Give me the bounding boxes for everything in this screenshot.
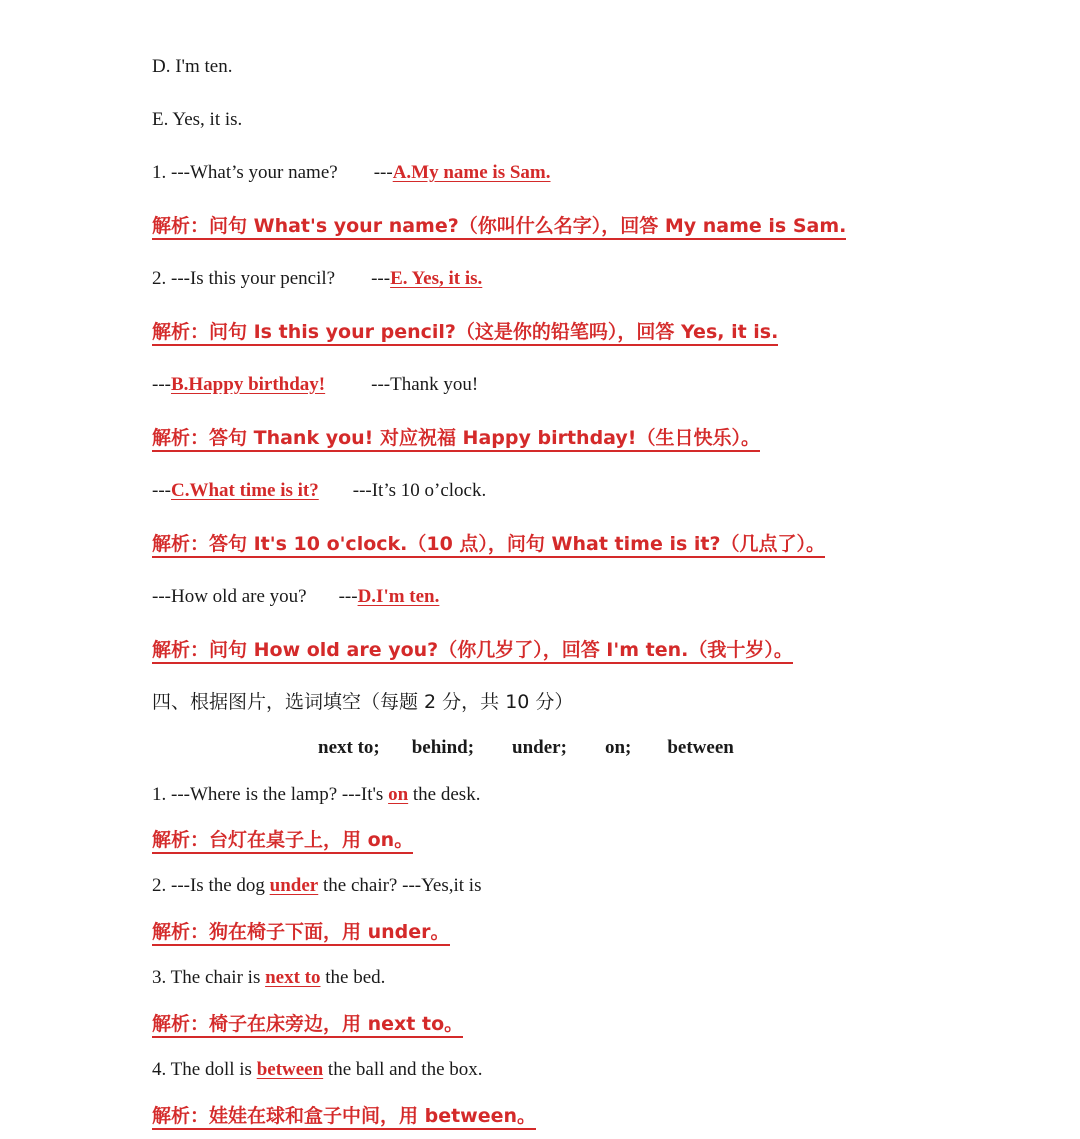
dash: --- [152, 374, 171, 395]
dash: --- [371, 268, 391, 289]
answer: D.I'm ten. [357, 586, 440, 607]
explanation-2 [152, 320, 778, 345]
word-option: under; [512, 737, 567, 758]
explanation-text: 解析：椅子在床旁边，用 next to。 [152, 1013, 463, 1038]
explanation-text: 解析：狗在椅子下面，用 under。 [152, 921, 450, 946]
dash: --- [373, 162, 393, 183]
fill-item-4 [152, 1058, 483, 1082]
answer: next to [265, 967, 321, 988]
fill-explanation-1 [152, 828, 413, 853]
fill-item-2 [152, 874, 481, 898]
explanation-4 [152, 532, 825, 557]
explanation-text: 解析：问句 What's your name?（你叫什么名字），回答 My name is Sam. [152, 215, 846, 240]
answer: C.What time is it? [170, 480, 319, 501]
explanation-text: 解析：问句 Is this your pencil?（这是你的铅笔吗），回答 Yes, it is. [152, 321, 778, 346]
explanation-1 [152, 214, 846, 239]
explanation-text: 解析：答句 It's 10 o'clock.（10 点），问句 What time is it?（几点了）。 [152, 533, 825, 558]
reply-text: ---It’s 10 o’clock. [352, 480, 487, 501]
explanation-text: 解析：答句 Thank you! 对应祝福 Happy birthday!（生日快乐）。 [152, 427, 760, 452]
question-4 [152, 479, 486, 503]
question-text: ---How old are you? [152, 586, 307, 607]
option-d: D. I'm ten. [152, 56, 233, 77]
reply-text: ---Thank you! [371, 374, 479, 395]
dash: --- [152, 480, 171, 501]
answer: under [269, 875, 319, 896]
answer: A.My name is Sam. [392, 162, 551, 183]
item-prefix: 4. The doll is [152, 1059, 257, 1080]
dash: --- [338, 586, 358, 607]
question-1 [152, 161, 551, 185]
fill-explanation-2 [152, 920, 450, 945]
explanation-text: 解析：台灯在桌子上，用 on。 [152, 829, 413, 854]
section-heading: 四、根据图片，选词填空（每题 2 分，共 10 分） [152, 691, 574, 713]
option-e: E. Yes, it is. [152, 109, 243, 130]
question-text: 2. ---Is this your pencil? [152, 268, 336, 289]
word-option: next to; [318, 737, 380, 758]
answer: E. Yes, it is. [390, 268, 483, 289]
fill-explanation-4 [152, 1104, 536, 1129]
item-suffix: the bed. [320, 967, 386, 988]
item-suffix: the desk. [408, 784, 481, 805]
word-bank [318, 737, 734, 759]
item-prefix: 3. The chair is [152, 967, 266, 988]
answer: B.Happy birthday! [170, 374, 326, 395]
word-option: on; [604, 737, 632, 758]
fill-explanation-3 [152, 1012, 463, 1037]
answer: between [256, 1059, 324, 1080]
answer: on [388, 784, 409, 805]
fill-item-3 [152, 966, 385, 990]
item-prefix: 1. ---Where is the lamp? ---It's [152, 784, 389, 805]
explanation-text: 解析：问句 How old are you?（你几岁了），回答 I'm ten.（我十岁）。 [152, 639, 793, 664]
fill-item-1 [152, 783, 480, 807]
question-3 [152, 373, 478, 397]
explanation-text: 解析：娃娃在球和盒子中间，用 between。 [152, 1105, 536, 1130]
explanation-3 [152, 426, 760, 451]
word-option: between [667, 737, 734, 758]
word-option: behind; [411, 737, 475, 758]
question-5 [152, 585, 439, 609]
item-suffix: the chair? ---Yes,it is [318, 875, 482, 896]
item-prefix: 2. ---Is the dog [152, 875, 270, 896]
question-2 [152, 267, 482, 291]
explanation-5 [152, 638, 793, 663]
question-text: 1. ---What’s your name? [152, 162, 338, 183]
item-suffix: the ball and the box. [323, 1059, 483, 1080]
